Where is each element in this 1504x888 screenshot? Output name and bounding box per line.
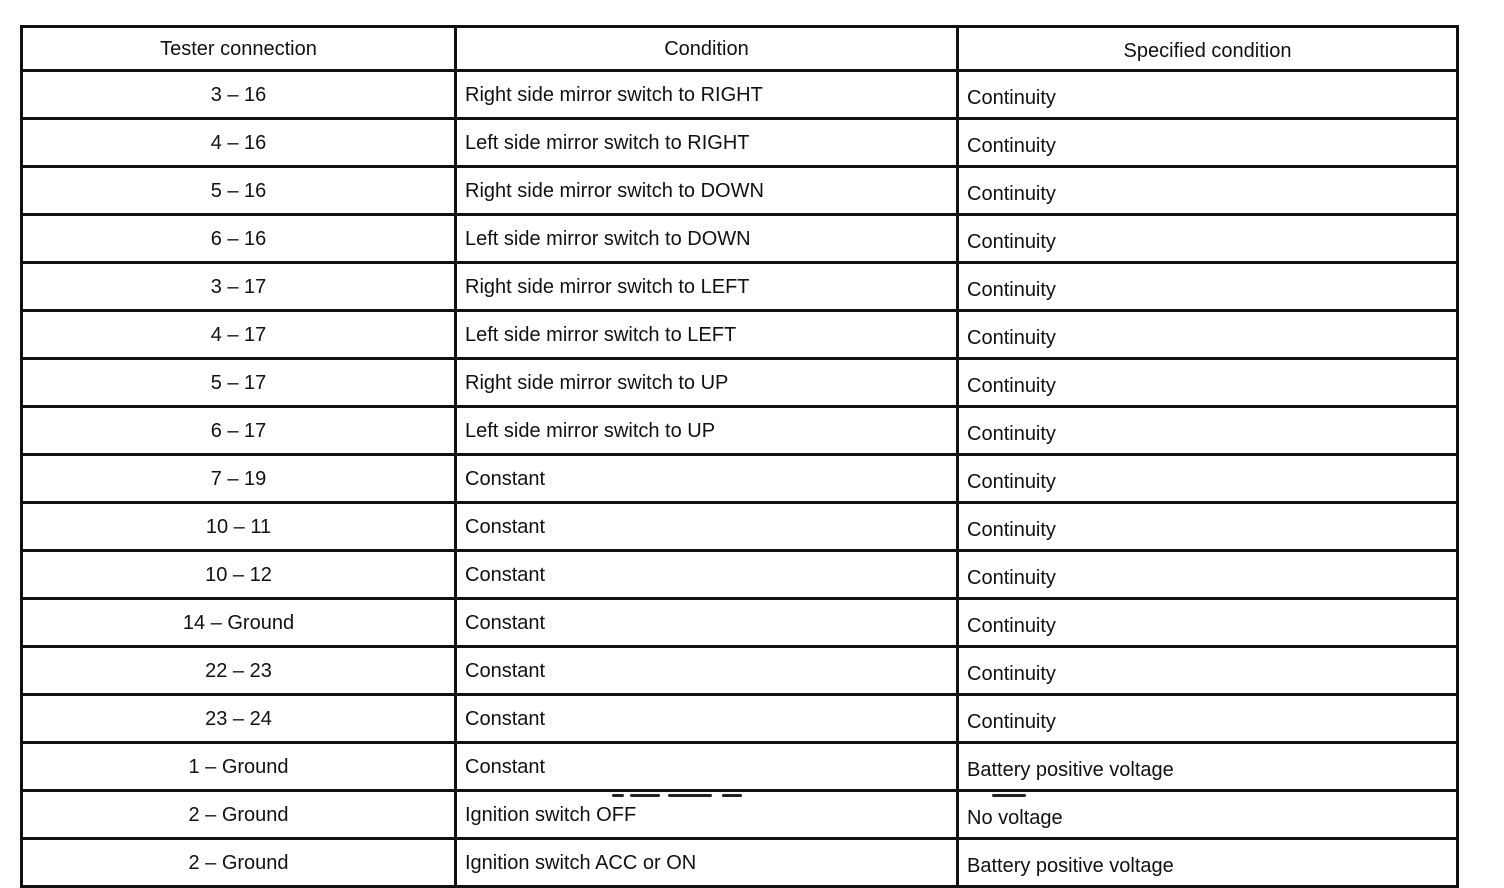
tester-connection-cell: 4 – 16 [22, 119, 456, 167]
cut-off-text-fragment [612, 790, 1032, 802]
header-tester-connection: Tester connection [22, 27, 456, 71]
tester-connection-cell: 2 – Ground [22, 839, 456, 887]
table-body [22, 71, 1458, 887]
tester-connection-cell: 3 – 16 [22, 71, 456, 119]
specified-condition-cell: Continuity [958, 167, 1458, 215]
condition-cell: Left side mirror switch to DOWN [456, 215, 958, 263]
tester-connection-cell: 3 – 17 [22, 263, 456, 311]
specified-condition-cell: Continuity [958, 503, 1458, 551]
condition-cell: Right side mirror switch to RIGHT [456, 71, 958, 119]
table-row [22, 647, 1458, 695]
table-row [22, 695, 1458, 743]
specified-condition-cell: Battery positive voltage [958, 839, 1458, 887]
tester-connection-cell: 6 – 16 [22, 215, 456, 263]
tester-connection-cell: 10 – 11 [22, 503, 456, 551]
condition-cell: Constant [456, 647, 958, 695]
document-page [20, 25, 1456, 877]
condition-cell: Left side mirror switch to RIGHT [456, 119, 958, 167]
specified-condition-cell: Continuity [958, 695, 1458, 743]
table-row [22, 119, 1458, 167]
condition-cell: Constant [456, 551, 958, 599]
condition-cell: Right side mirror switch to UP [456, 359, 958, 407]
table-row [22, 167, 1458, 215]
header-row [22, 27, 1458, 71]
tester-connection-cell: 5 – 17 [22, 359, 456, 407]
condition-cell: Ignition switch OFF [456, 791, 958, 839]
table-row [22, 215, 1458, 263]
specified-condition-cell: Continuity [958, 647, 1458, 695]
tester-connection-cell: 10 – 12 [22, 551, 456, 599]
specified-condition-cell: Continuity [958, 599, 1458, 647]
table-row [22, 743, 1458, 791]
tester-connection-cell: 14 – Ground [22, 599, 456, 647]
table-row [22, 455, 1458, 503]
table-row [22, 599, 1458, 647]
header-specified-condition: Specified condition [958, 27, 1458, 71]
specified-condition-cell: Continuity [958, 455, 1458, 503]
tester-connection-cell: 22 – 23 [22, 647, 456, 695]
header-condition: Condition [456, 27, 958, 71]
condition-cell: Constant [456, 743, 958, 791]
tester-connection-cell: 7 – 19 [22, 455, 456, 503]
table-row [22, 407, 1458, 455]
tester-connection-cell: 6 – 17 [22, 407, 456, 455]
condition-cell: Constant [456, 599, 958, 647]
table-row [22, 503, 1458, 551]
inspection-table [20, 25, 1459, 888]
specified-condition-cell: Continuity [958, 311, 1458, 359]
table-row [22, 839, 1458, 887]
tester-connection-cell: 5 – 16 [22, 167, 456, 215]
specified-condition-cell: Continuity [958, 215, 1458, 263]
specified-condition-cell: Continuity [958, 263, 1458, 311]
condition-cell: Left side mirror switch to UP [456, 407, 958, 455]
condition-cell: Left side mirror switch to LEFT [456, 311, 958, 359]
tester-connection-cell: 23 – 24 [22, 695, 456, 743]
condition-cell: Constant [456, 695, 958, 743]
specified-condition-cell: Continuity [958, 359, 1458, 407]
table-header [22, 27, 1458, 71]
condition-cell: Right side mirror switch to DOWN [456, 167, 958, 215]
specified-condition-cell: Continuity [958, 119, 1458, 167]
tester-connection-cell: 2 – Ground [22, 791, 456, 839]
specified-condition-cell: Continuity [958, 71, 1458, 119]
tester-connection-cell: 1 – Ground [22, 743, 456, 791]
specified-condition-cell: Continuity [958, 407, 1458, 455]
specified-condition-cell: Battery positive voltage [958, 743, 1458, 791]
condition-cell: Right side mirror switch to LEFT [456, 263, 958, 311]
condition-cell: Ignition switch ACC or ON [456, 839, 958, 887]
table-row [22, 359, 1458, 407]
tester-connection-cell: 4 – 17 [22, 311, 456, 359]
table-row [22, 71, 1458, 119]
table-row [22, 263, 1458, 311]
specified-condition-cell: Continuity [958, 551, 1458, 599]
table-row [22, 551, 1458, 599]
specified-condition-cell: No voltage [958, 791, 1458, 839]
table-row [22, 311, 1458, 359]
condition-cell: Constant [456, 455, 958, 503]
condition-cell: Constant [456, 503, 958, 551]
